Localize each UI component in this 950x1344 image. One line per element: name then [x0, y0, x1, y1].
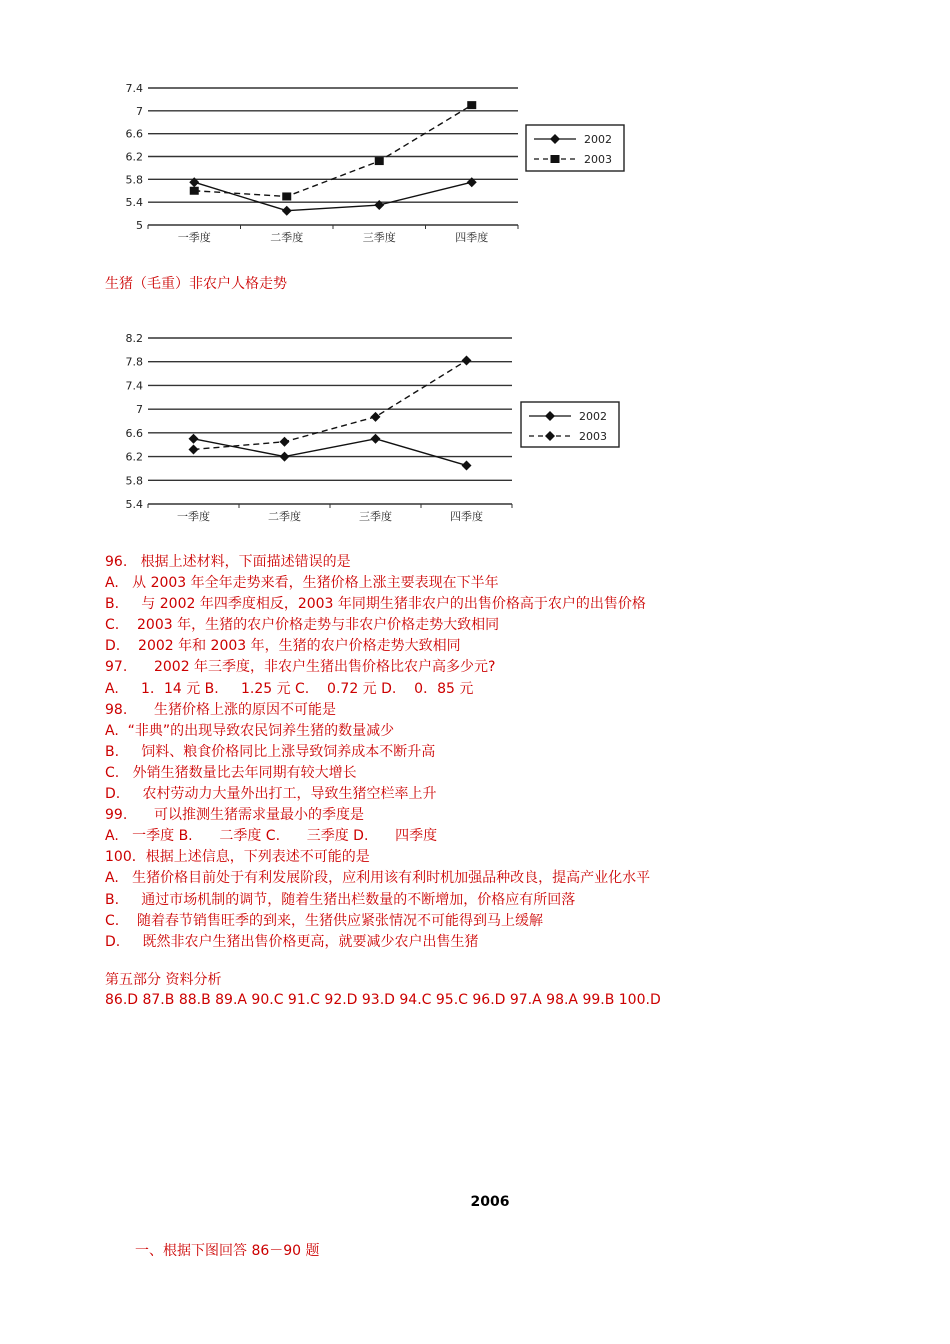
data-point: [375, 157, 384, 165]
question-line: 98. 生猪价格上涨的原因不可能是: [105, 701, 336, 718]
data-point: [371, 434, 381, 444]
y-tick-label: 7.4: [125, 82, 143, 95]
y-tick-label: 6.6: [125, 127, 143, 141]
x-tick-label: 二季度: [270, 231, 304, 244]
option-line: A. 1．14 元 B. 1.25 元 C. 0.72 元 D. 0．85 元: [105, 680, 474, 697]
y-tick-label: 7.4: [125, 379, 143, 393]
series-line-2002: [194, 182, 472, 211]
answer-section: [105, 970, 661, 1010]
legend-label: 2002: [579, 410, 607, 423]
chart-caption: 生猪（毛重）非农户人格走势: [105, 276, 287, 292]
price-chart-nonfarmer: [100, 322, 640, 536]
question-line: 100．根据上述信息，下列表述不可能的是: [105, 849, 370, 866]
option-line: C. 2003 年，生猪的农户价格走势与非农户价格走势大致相同: [105, 617, 500, 634]
x-tick-label: 一季度: [177, 510, 210, 523]
option-line: A. 一季度 B. 二季度 C. 三季度 D. 四季度: [105, 828, 438, 845]
option-line: B. 通过市场机制的调节，随着生猪出栏数量的不断增加，价格应有所回落: [105, 891, 576, 908]
question-line: 97. 2002 年三季度，非农户生猪出售价格比农户高多少元?: [105, 659, 496, 676]
option-line: D. 农村劳动力大量外出打工，导致生猪空栏率上升: [105, 786, 437, 803]
x-tick-label: 三季度: [359, 510, 392, 523]
legend-label: 2003: [584, 153, 612, 166]
chart-1-svg: [100, 70, 640, 250]
series-line-2003: [194, 361, 467, 450]
x-tick-label: 二季度: [268, 510, 301, 523]
data-point: [282, 206, 292, 216]
data-point: [280, 452, 290, 462]
data-point: [280, 437, 290, 447]
data-point: [467, 101, 476, 109]
chart-2-svg: [100, 322, 640, 532]
year-heading: 2006: [470, 1194, 510, 1210]
section-title: 第五部分 资料分析: [105, 972, 222, 988]
legend-label: 2002: [584, 133, 612, 146]
question-line: 96. 根据上述材料，下面描述错误的是: [105, 554, 351, 570]
data-point: [189, 444, 199, 454]
legend-label: 2003: [579, 430, 607, 443]
y-tick-label: 6.2: [125, 150, 143, 164]
option-line: A. 生猪价格目前处于有利发展阶段，应利用该有利时机加强品种改良，提高产业化水平: [105, 870, 651, 887]
option-line: A. 从 2003 年全年走势来看，生猪价格上涨主要表现在下半年: [105, 575, 499, 592]
y-tick-label: 5.4: [125, 498, 143, 511]
y-tick-label: 6.2: [125, 450, 143, 464]
option-line: C. 随着春节销售旺季的到来，生猪供应紧张情况不可能得到马上缓解: [105, 912, 544, 929]
y-tick-label: 5.8: [125, 474, 143, 488]
y-tick-label: 7.8: [125, 355, 143, 369]
question-line: 99. 可以推测生猪需求量最小的季度是: [105, 807, 364, 824]
data-point: [190, 187, 199, 195]
y-tick-label: 5.4: [125, 196, 143, 210]
data-point: [282, 192, 291, 200]
data-point: [371, 412, 381, 422]
question-block: [105, 552, 650, 953]
data-point: [462, 460, 472, 470]
series-line-2002: [194, 439, 467, 466]
option-line: D. 既然非农户生猪出售价格更高，就要减少农户出售生猪: [105, 933, 479, 950]
y-tick-label: 5: [136, 219, 143, 232]
data-point: [462, 356, 472, 366]
series-line-2003: [194, 105, 472, 196]
option-line: B. 饲料、粮食价格同比上涨导致饲养成本不断升高: [105, 743, 436, 760]
option-line: A. “非典”的出现导致农民饲养生猪的数量减少: [105, 722, 395, 739]
x-tick-label: 四季度: [450, 510, 483, 523]
price-chart-farmer: [100, 70, 640, 254]
y-tick-label: 6.6: [125, 426, 143, 440]
x-tick-label: 四季度: [455, 231, 489, 244]
option-line: C. 外销生猪数量比去年同期有较大增长: [105, 764, 357, 781]
option-line: D. 2002 年和 2003 年，生猪的农户价格走势大致相同: [105, 638, 461, 655]
y-tick-label: 5.8: [125, 173, 143, 187]
data-point: [551, 155, 560, 163]
x-tick-label: 一季度: [177, 231, 211, 244]
y-tick-label: 7: [136, 403, 143, 417]
x-tick-label: 三季度: [362, 231, 396, 244]
option-line: B. 与 2002 年四季度相反，2003 年同期生猪非农户的出售价格高于农户的出售价格: [105, 596, 646, 613]
data-point: [189, 434, 199, 444]
intro-line: 一、根据下图回答 86－90 题: [135, 1243, 320, 1259]
answer-key: 86.D 87.B 88.B 89.A 90.C 91.C 92.D 93.D 94.C 95.C 96.D 97.A 98.A 99.B 100.D: [105, 992, 661, 1008]
y-tick-label: 8.2: [125, 332, 143, 345]
y-tick-label: 7: [136, 104, 143, 118]
